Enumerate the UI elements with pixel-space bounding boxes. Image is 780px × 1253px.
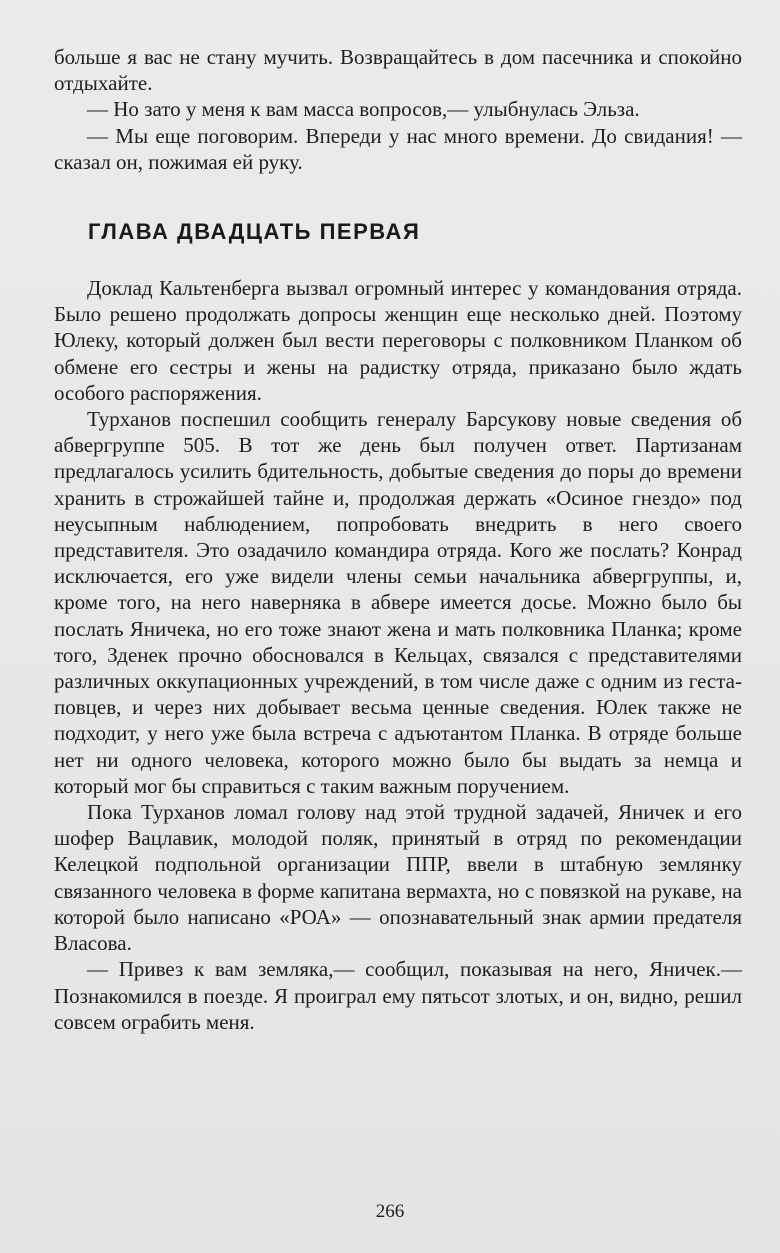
opening-text [54,44,742,175]
opening-paragraph-1: больше я вас не стану мучить. Возвращайтесь в дом пасечника и спокойно отдыхайте. [54,45,742,96]
opening-paragraph-3: — Мы еще поговорим. Впереди у нас много времени. До свидания! — сказал он, пожимая ей руку. [54,123,742,174]
chapter-text [54,275,742,1035]
opening-paragraph-2: — Но зато у меня к вам масса вопросов,— улыбнулась Эльза. [87,97,640,122]
chapter-paragraph-3: Пока Турханов ломал голову над этой трудной задачей, Яничек и его шофер Вацлавик, молодой поляк, принятый в отряд по рекомендации Келецкой подпольной организации ППР, ввели в штабную землянку связанного человека в форме капитана вермахта, но с повязкой на рукаве, на которой было написано «РОА» — опознавательный знак армии предателя Власова. [54,800,742,956]
chapter-paragraph-4: — Привез к вам земляка,— сообщил, показывая на него, Яничек.— Познакомился в поезде. Я проиграл ему пятьсот злотых, и он, видно, решил совсем ограбить меня. [54,957,742,1034]
chapter-paragraph-2: Турханов поспешил сообщить генералу Барсукову новые сведения об абвергруппе 505. В тот же день был получен ответ. Партизанам предлагалось усилить бдительность, добытые сведения до поры до времени хранить в строжайшей тайне и, продолжая держать «Осиное гнездо» под неусыпным наблюдением, попробовать внедрить в него своего представителя. Это озадачило командира отряда. Кого же послать? Конрад исключается, его уже видели члены семьи начальника абвергруппы, и, кроме того, на него наверняка в абвере имеется досье. Можно было бы послать Яничека, но его тоже знают жена и мать полковника Планка; кроме того, Зденек прочно обосновался в Кельцах, связался с представителями различных оккупационных учреждений, в том числе даже с одним из гестаповцев, и через них добывает весьма ценные сведения. Юлек также не подходит, у него уже была встреча с адъютантом Планка. В отряде больше нет ни одного человека, которого можно было бы выдать за немца и который мог бы справиться с таким важным поручением. [54,407,742,798]
page-number: 266 [375,1201,405,1222]
chapter-paragraph-1: Доклад Кальтенберга вызвал огромный интерес у командования отряда. Было решено продолжать допросы женщин еще несколько дней. Поэтому Юлеку, который должен был вести переговоры с полковником Планком об обмене его сестры и жены на радистку отряда, приказано было ждать особого распоряжения. [54,276,742,405]
chapter-title: ГЛАВА ДВАДЦАТЬ ПЕРВАЯ [88,219,421,245]
